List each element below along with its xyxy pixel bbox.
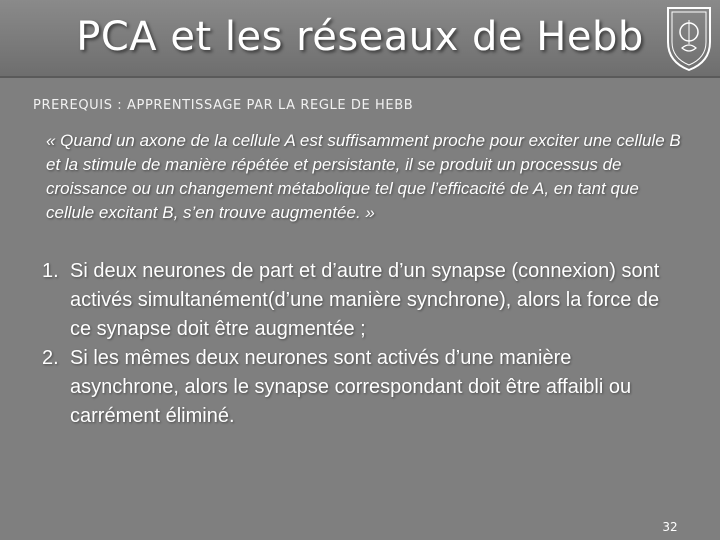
list-item	[42, 257, 682, 344]
list-item-text: Si les mêmes deux neurones sont activés d’une manière asynchrone, alors le synapse correspondant doit être affaibli ou carrément éliminé.	[70, 347, 632, 427]
university-seal-icon	[664, 2, 714, 72]
hebb-quote: « Quand un axone de la cellule A est suffisamment proche pour exciter une cellule B et la stimule de manière répétée et persistante, il se produit un processus de croissance ou un changement métabolique tel que l’efficacité de A, en tant que cellule excitant B, s’en trouve augmentée. »	[46, 131, 681, 222]
list-item-text: Si deux neurones de part et d’autre d’un synapse (connexion) sont activés simultanément(d’une manière synchrone), alors la force de ce synapse doit être augmentée ;	[70, 260, 660, 340]
list-item	[42, 344, 682, 431]
title-bar	[0, 0, 720, 78]
list-item-number: 1.	[42, 260, 59, 282]
page-number: 32	[662, 520, 678, 534]
list-item-number: 2.	[42, 347, 59, 369]
slide-title: PCA et les réseaux de Hebb	[76, 14, 644, 60]
hebb-rules-list	[42, 257, 682, 431]
prerequisite-heading: PREREQUIS : APPRENTISSAGE PAR LA REGLE DE HEBB	[33, 98, 414, 113]
